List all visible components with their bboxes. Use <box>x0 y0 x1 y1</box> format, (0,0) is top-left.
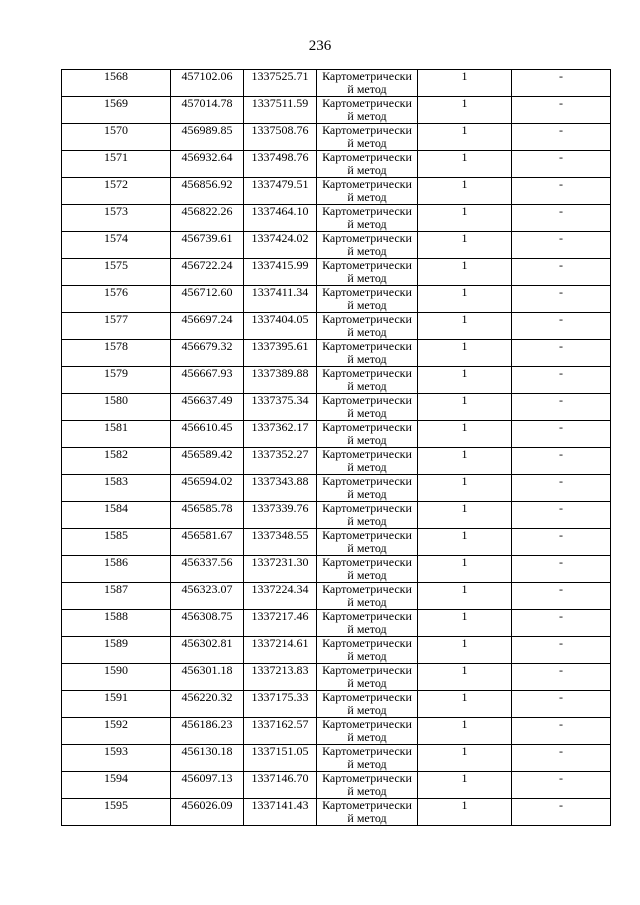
table-row <box>62 637 611 664</box>
note-cell: - <box>512 637 611 664</box>
point-number-cell: 1587 <box>62 583 171 610</box>
note-cell: - <box>512 610 611 637</box>
table-row <box>62 448 611 475</box>
point-number-cell: 1580 <box>62 394 171 421</box>
y-coordinate-cell: 1337362.17 <box>244 421 317 448</box>
y-coordinate-cell: 1337352.27 <box>244 448 317 475</box>
method-cell: Картометрически й метод <box>317 583 418 610</box>
y-coordinate-cell: 1337479.51 <box>244 178 317 205</box>
y-coordinate-cell: 1337395.61 <box>244 340 317 367</box>
table-row <box>62 178 611 205</box>
method-cell: Картометрически й метод <box>317 232 418 259</box>
y-coordinate-cell: 1337224.34 <box>244 583 317 610</box>
method-cell: Картометрически й метод <box>317 286 418 313</box>
x-coordinate-cell: 456301.18 <box>171 664 244 691</box>
accuracy-cell: 1 <box>418 97 512 124</box>
table-row <box>62 232 611 259</box>
note-cell: - <box>512 718 611 745</box>
method-cell: Картометрически й метод <box>317 475 418 502</box>
note-cell: - <box>512 583 611 610</box>
x-coordinate-cell: 456856.92 <box>171 178 244 205</box>
y-coordinate-cell: 1337424.02 <box>244 232 317 259</box>
method-cell: Картометрически й метод <box>317 259 418 286</box>
table-row <box>62 745 611 772</box>
accuracy-cell: 1 <box>418 286 512 313</box>
note-cell: - <box>512 691 611 718</box>
x-coordinate-cell: 456589.42 <box>171 448 244 475</box>
method-cell: Картометрически й метод <box>317 637 418 664</box>
table-row <box>62 367 611 394</box>
method-cell: Картометрически й метод <box>317 151 418 178</box>
method-cell: Картометрически й метод <box>317 718 418 745</box>
accuracy-cell: 1 <box>418 637 512 664</box>
note-cell: - <box>512 313 611 340</box>
x-coordinate-cell: 457014.78 <box>171 97 244 124</box>
method-cell: Картометрически й метод <box>317 799 418 826</box>
accuracy-cell: 1 <box>418 475 512 502</box>
note-cell: - <box>512 448 611 475</box>
method-cell: Картометрически й метод <box>317 394 418 421</box>
accuracy-cell: 1 <box>418 799 512 826</box>
method-cell: Картометрически й метод <box>317 97 418 124</box>
point-number-cell: 1592 <box>62 718 171 745</box>
coordinates-table <box>61 69 611 826</box>
x-coordinate-cell: 456637.49 <box>171 394 244 421</box>
method-cell: Картометрически й метод <box>317 313 418 340</box>
point-number-cell: 1584 <box>62 502 171 529</box>
method-cell: Картометрически й метод <box>317 772 418 799</box>
y-coordinate-cell: 1337217.46 <box>244 610 317 637</box>
table-row <box>62 691 611 718</box>
y-coordinate-cell: 1337375.34 <box>244 394 317 421</box>
point-number-cell: 1579 <box>62 367 171 394</box>
point-number-cell: 1569 <box>62 97 171 124</box>
y-coordinate-cell: 1337511.59 <box>244 97 317 124</box>
y-coordinate-cell: 1337146.70 <box>244 772 317 799</box>
x-coordinate-cell: 456697.24 <box>171 313 244 340</box>
point-number-cell: 1578 <box>62 340 171 367</box>
table-row <box>62 151 611 178</box>
y-coordinate-cell: 1337464.10 <box>244 205 317 232</box>
note-cell: - <box>512 394 611 421</box>
table-row <box>62 556 611 583</box>
note-cell: - <box>512 799 611 826</box>
y-coordinate-cell: 1337348.55 <box>244 529 317 556</box>
note-cell: - <box>512 529 611 556</box>
x-coordinate-cell: 456739.61 <box>171 232 244 259</box>
table-row <box>62 313 611 340</box>
method-cell: Картометрически й метод <box>317 70 418 97</box>
point-number-cell: 1582 <box>62 448 171 475</box>
note-cell: - <box>512 664 611 691</box>
table-row <box>62 70 611 97</box>
table-row <box>62 340 611 367</box>
y-coordinate-cell: 1337411.34 <box>244 286 317 313</box>
x-coordinate-cell: 456323.07 <box>171 583 244 610</box>
accuracy-cell: 1 <box>418 259 512 286</box>
table-row <box>62 799 611 826</box>
y-coordinate-cell: 1337343.88 <box>244 475 317 502</box>
point-number-cell: 1591 <box>62 691 171 718</box>
note-cell: - <box>512 367 611 394</box>
method-cell: Картометрически й метод <box>317 529 418 556</box>
point-number-cell: 1589 <box>62 637 171 664</box>
note-cell: - <box>512 151 611 178</box>
table-row <box>62 205 611 232</box>
method-cell: Картометрически й метод <box>317 502 418 529</box>
accuracy-cell: 1 <box>418 772 512 799</box>
point-number-cell: 1585 <box>62 529 171 556</box>
x-coordinate-cell: 456220.32 <box>171 691 244 718</box>
y-coordinate-cell: 1337404.05 <box>244 313 317 340</box>
accuracy-cell: 1 <box>418 556 512 583</box>
x-coordinate-cell: 456026.09 <box>171 799 244 826</box>
accuracy-cell: 1 <box>418 691 512 718</box>
table-row <box>62 718 611 745</box>
table-row <box>62 583 611 610</box>
point-number-cell: 1586 <box>62 556 171 583</box>
y-coordinate-cell: 1337141.43 <box>244 799 317 826</box>
accuracy-cell: 1 <box>418 367 512 394</box>
accuracy-cell: 1 <box>418 70 512 97</box>
note-cell: - <box>512 475 611 502</box>
point-number-cell: 1575 <box>62 259 171 286</box>
point-number-cell: 1576 <box>62 286 171 313</box>
table-row <box>62 259 611 286</box>
table-row <box>62 475 611 502</box>
y-coordinate-cell: 1337339.76 <box>244 502 317 529</box>
table-row <box>62 529 611 556</box>
accuracy-cell: 1 <box>418 124 512 151</box>
point-number-cell: 1570 <box>62 124 171 151</box>
note-cell: - <box>512 556 611 583</box>
method-cell: Картометрически й метод <box>317 340 418 367</box>
x-coordinate-cell: 456337.56 <box>171 556 244 583</box>
accuracy-cell: 1 <box>418 151 512 178</box>
point-number-cell: 1590 <box>62 664 171 691</box>
table-row <box>62 610 611 637</box>
point-number-cell: 1581 <box>62 421 171 448</box>
method-cell: Картометрически й метод <box>317 691 418 718</box>
note-cell: - <box>512 232 611 259</box>
table-row <box>62 502 611 529</box>
accuracy-cell: 1 <box>418 421 512 448</box>
x-coordinate-cell: 456822.26 <box>171 205 244 232</box>
method-cell: Картометрически й метод <box>317 448 418 475</box>
x-coordinate-cell: 457102.06 <box>171 70 244 97</box>
y-coordinate-cell: 1337498.76 <box>244 151 317 178</box>
note-cell: - <box>512 70 611 97</box>
x-coordinate-cell: 456097.13 <box>171 772 244 799</box>
accuracy-cell: 1 <box>418 232 512 259</box>
table-row <box>62 286 611 313</box>
note-cell: - <box>512 772 611 799</box>
method-cell: Картометрически й метод <box>317 367 418 394</box>
x-coordinate-cell: 456712.60 <box>171 286 244 313</box>
y-coordinate-cell: 1337508.76 <box>244 124 317 151</box>
point-number-cell: 1573 <box>62 205 171 232</box>
y-coordinate-cell: 1337415.99 <box>244 259 317 286</box>
method-cell: Картометрически й метод <box>317 178 418 205</box>
note-cell: - <box>512 421 611 448</box>
table-body <box>62 70 611 826</box>
accuracy-cell: 1 <box>418 448 512 475</box>
x-coordinate-cell: 456130.18 <box>171 745 244 772</box>
y-coordinate-cell: 1337389.88 <box>244 367 317 394</box>
accuracy-cell: 1 <box>418 529 512 556</box>
note-cell: - <box>512 745 611 772</box>
accuracy-cell: 1 <box>418 394 512 421</box>
method-cell: Картометрически й метод <box>317 664 418 691</box>
note-cell: - <box>512 97 611 124</box>
table-row <box>62 394 611 421</box>
point-number-cell: 1572 <box>62 178 171 205</box>
y-coordinate-cell: 1337162.57 <box>244 718 317 745</box>
accuracy-cell: 1 <box>418 610 512 637</box>
note-cell: - <box>512 124 611 151</box>
x-coordinate-cell: 456581.67 <box>171 529 244 556</box>
x-coordinate-cell: 456667.93 <box>171 367 244 394</box>
point-number-cell: 1577 <box>62 313 171 340</box>
point-number-cell: 1568 <box>62 70 171 97</box>
table-row <box>62 421 611 448</box>
accuracy-cell: 1 <box>418 664 512 691</box>
x-coordinate-cell: 456186.23 <box>171 718 244 745</box>
x-coordinate-cell: 456722.24 <box>171 259 244 286</box>
point-number-cell: 1574 <box>62 232 171 259</box>
accuracy-cell: 1 <box>418 502 512 529</box>
note-cell: - <box>512 259 611 286</box>
accuracy-cell: 1 <box>418 205 512 232</box>
point-number-cell: 1588 <box>62 610 171 637</box>
accuracy-cell: 1 <box>418 178 512 205</box>
note-cell: - <box>512 205 611 232</box>
method-cell: Картометрически й метод <box>317 556 418 583</box>
x-coordinate-cell: 456679.32 <box>171 340 244 367</box>
x-coordinate-cell: 456302.81 <box>171 637 244 664</box>
note-cell: - <box>512 178 611 205</box>
table-row <box>62 97 611 124</box>
note-cell: - <box>512 286 611 313</box>
accuracy-cell: 1 <box>418 583 512 610</box>
x-coordinate-cell: 456610.45 <box>171 421 244 448</box>
y-coordinate-cell: 1337214.61 <box>244 637 317 664</box>
x-coordinate-cell: 456585.78 <box>171 502 244 529</box>
x-coordinate-cell: 456932.64 <box>171 151 244 178</box>
method-cell: Картометрически й метод <box>317 745 418 772</box>
point-number-cell: 1594 <box>62 772 171 799</box>
note-cell: - <box>512 502 611 529</box>
accuracy-cell: 1 <box>418 340 512 367</box>
point-number-cell: 1595 <box>62 799 171 826</box>
accuracy-cell: 1 <box>418 718 512 745</box>
y-coordinate-cell: 1337175.33 <box>244 691 317 718</box>
method-cell: Картометрически й метод <box>317 205 418 232</box>
method-cell: Картометрически й метод <box>317 421 418 448</box>
point-number-cell: 1593 <box>62 745 171 772</box>
x-coordinate-cell: 456989.85 <box>171 124 244 151</box>
point-number-cell: 1571 <box>62 151 171 178</box>
x-coordinate-cell: 456594.02 <box>171 475 244 502</box>
note-cell: - <box>512 340 611 367</box>
y-coordinate-cell: 1337525.71 <box>244 70 317 97</box>
accuracy-cell: 1 <box>418 745 512 772</box>
x-coordinate-cell: 456308.75 <box>171 610 244 637</box>
table-row <box>62 664 611 691</box>
table-row <box>62 124 611 151</box>
method-cell: Картометрически й метод <box>317 124 418 151</box>
y-coordinate-cell: 1337213.83 <box>244 664 317 691</box>
y-coordinate-cell: 1337231.30 <box>244 556 317 583</box>
page-number: 236 <box>308 38 332 54</box>
accuracy-cell: 1 <box>418 313 512 340</box>
method-cell: Картометрически й метод <box>317 610 418 637</box>
point-number-cell: 1583 <box>62 475 171 502</box>
y-coordinate-cell: 1337151.05 <box>244 745 317 772</box>
table-row <box>62 772 611 799</box>
